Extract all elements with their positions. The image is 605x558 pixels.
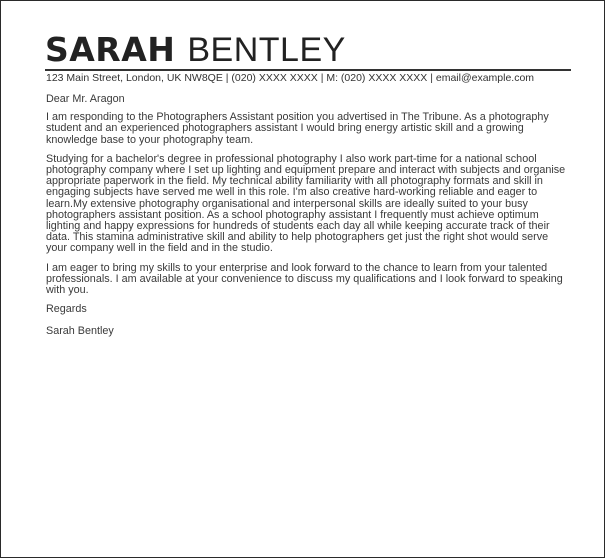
contact-details: 123 Main Street, London, UK NW8QE | (020) XXXX XXXX | M: (020) XXXX XXXX | email@example.com xyxy=(46,72,535,84)
last-name: BENTLEY xyxy=(187,31,346,69)
letterhead-name xyxy=(45,31,346,69)
paragraph-intro: I am responding to the Photographers Assistant position you advertised in The Tribune. As a photography student and an experienced photographers assistant I would bring energy artistic skill and a growing knowledge base to your photography team. xyxy=(46,111,549,146)
salutation: Dear Mr. Aragon xyxy=(46,93,125,105)
letter-body xyxy=(46,94,566,338)
closing: Regards xyxy=(46,303,87,316)
paragraph-experience: Studying for a bachelor's degree in professional photography I also work part-time for a national school photography company where I set up lighting and equipment prepare and interact with subjects and organise appropriate paperwork in the field. My technical ability familiarity with all photography formats and skill in engaging subjects have served me well in this role. I'm also creative hard-working reliable and eager to learn.My extensive photography organisational and interpersonal skills are ideally suited to your busy photographers assistant position. As a school photography assistant I frequently must achieve optimum lighting and happy expressions for hundreds of students each day all while keeping accurate track of their data. This stamina administrative skill and ability to help photographers get just the right shot would serve your company well in the field and in the studio. xyxy=(46,152,566,255)
letterhead-divider xyxy=(45,69,571,71)
first-name: SARAH xyxy=(45,30,176,69)
signature: Sarah Bentley xyxy=(46,325,114,338)
paragraph-closing: I am eager to bring my skills to your enterprise and look forward to the chance to learn from your talented professionals. I am available at your convenience to discuss my qualifications and I look forward to speaking with you. xyxy=(46,261,563,297)
